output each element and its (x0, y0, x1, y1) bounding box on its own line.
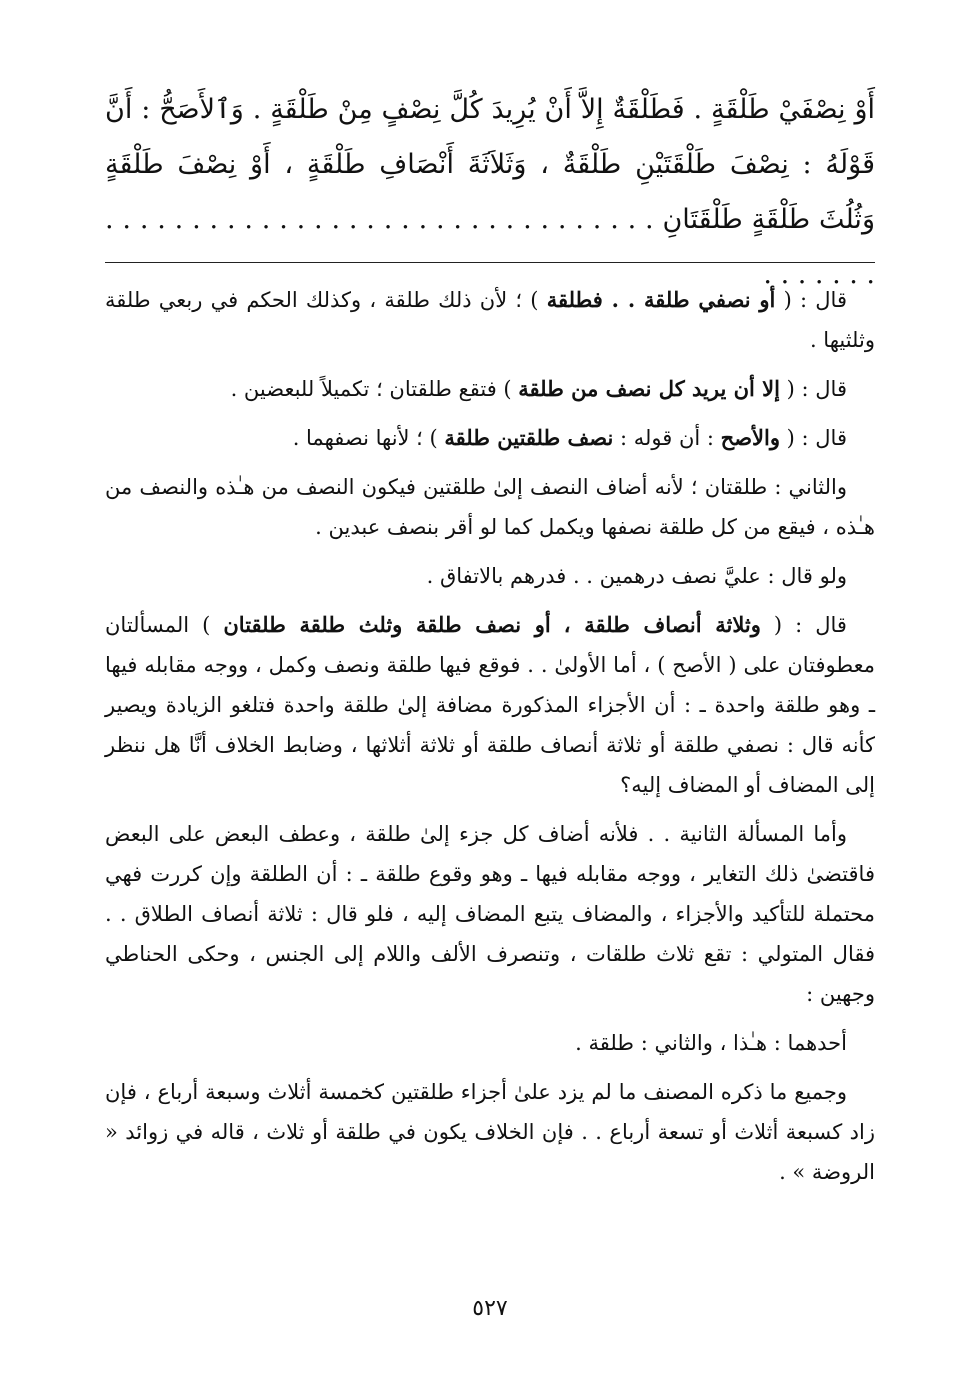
text-run: : أن قوله : (613, 426, 721, 450)
text-run: ) ؛ لأنها نصفهما . (292, 426, 445, 450)
commentary-paragraph-2 (105, 369, 875, 409)
matn-paragraph: أَوْ نِصْفَيْ طَلْقَةٍ . فَطَلْقَةٌ إِلاَّ أَنْ يُرِيدَ كُلَّ نِصْفٍ مِنْ طَلْقَةٍ . وَٱلأَصَحُّ : أَنَّ قَوْلَهُ : نِصْفَ طَلْقَتَيْنِ طَلْقَةٌ ، وَثَلاَثَةَ أَنْصَافِ طَلْقَةٍ ، أَوْ نِصْفَ طَلْقَةٍ وَثُلُثَ طَلْقَةٍ طَلْقَتَانِ . . . . . . . . . . . . . . . . . . . . . . . . . . . . . . . . . . . . . . . (105, 94, 875, 290)
commentary-paragraph-8: أحدهما : هـٰذا ، والثاني : طلقة . (575, 1031, 847, 1055)
commentary-paragraph-6 (105, 605, 875, 805)
separator-rule (105, 262, 875, 263)
text-run: قال : ( (760, 613, 847, 637)
quoted-matn: نصف طلقتين طلقة (444, 425, 614, 450)
commentary-paragraph-1 (105, 280, 875, 360)
commentary-paragraph-5: ولو قال : عليَّ نصف درهمين . . فدرهم بالاتفاق . (426, 564, 847, 588)
text-run: قال : ( (775, 288, 847, 312)
matn-text-block (105, 82, 875, 302)
text-run: ) المسألتان معطوفتان على ( الأصح ) ، أما الأولىٰ . . فوقع فيها طلقة ونصف وكمل ، ووجه مقابله فيها ـ وهو طلقة واحدة ـ : أن الأجزاء المذكورة مضافة إلىٰ طلقة واحدة فتلغو الزيادة ويصير كأنه قال : نصفي طلقة أو ثلاثة أنصاف طلقة أو ثلاثة أثلاثها ، وضابط الخلاف أنَّا هل ننظر إلى المضاف أو المضاف إليه؟ (105, 613, 875, 797)
quoted-matn: والأصح (720, 425, 780, 450)
quoted-matn: أو نصفي طلقة . . فطلقة (546, 287, 776, 312)
text-run: قال : ( (780, 426, 847, 450)
quoted-matn: أو نصف طلقة وثلث طلقة طلقتان (223, 612, 551, 637)
commentary-paragraph-4: والثاني : طلقتان ؛ لأنه أضاف النصف إلىٰ طلقتين فيكون النصف من هـٰذه والنصف من هـٰذه ، فيقع من كل طلقة نصفها ويكمل كما لو أقر بنصف عبدين . (105, 475, 875, 539)
commentary-block (105, 280, 875, 1201)
text-run: قال : ( (780, 377, 847, 401)
text-run (551, 613, 564, 637)
document-page (105, 0, 875, 1378)
text-run: ) فتقع طلقتان ؛ تكميلاً للبعضين . (230, 377, 519, 401)
text-run: ) ؛ لأن ذلك طلقة ، وكذلك الحكم في ربعي طلقة وثلثيها . (105, 288, 875, 352)
quoted-matn: وثلاثة أنصاف طلقة ، (563, 612, 761, 637)
page-number: ٥٢٧ (472, 1296, 508, 1321)
commentary-paragraph-7: وأما المسألة الثانية . . فلأنه أضاف كل جزء إلىٰ طلقة ، وعطف البعض على البعض فاقتضىٰ ذلك التغاير ، ووجه مقابله فيها ـ وهو وقوع طلقة ـ : أن الطلقة وإن كررت فهي محتملة للتأكيد والأجزاء ، والمضاف يتبع المضاف إليه ، فلو قال : ثلاثة أنصاف الطلاق . . فقال المتولي : تقع ثلاث طلقات ، وتنصرف الألف واللام إلى الجنس ، وحكى الحناطي وجهين : (105, 822, 875, 1006)
quoted-matn: إلا أن يريد كل نصف من طلقة (518, 376, 780, 401)
commentary-paragraph-9: وجميع ما ذكره المصنف ما لم يزد علىٰ أجزاء طلقتين كخمسة أثلاث وسبعة أرباع ، فإن زاد كسبعة أثلاث أو تسعة أرباع . . فإن الخلاف يكون في طلقة أو ثلاث ، قاله في زوائد « الروضة » . (105, 1080, 875, 1184)
commentary-paragraph-3 (105, 418, 875, 458)
